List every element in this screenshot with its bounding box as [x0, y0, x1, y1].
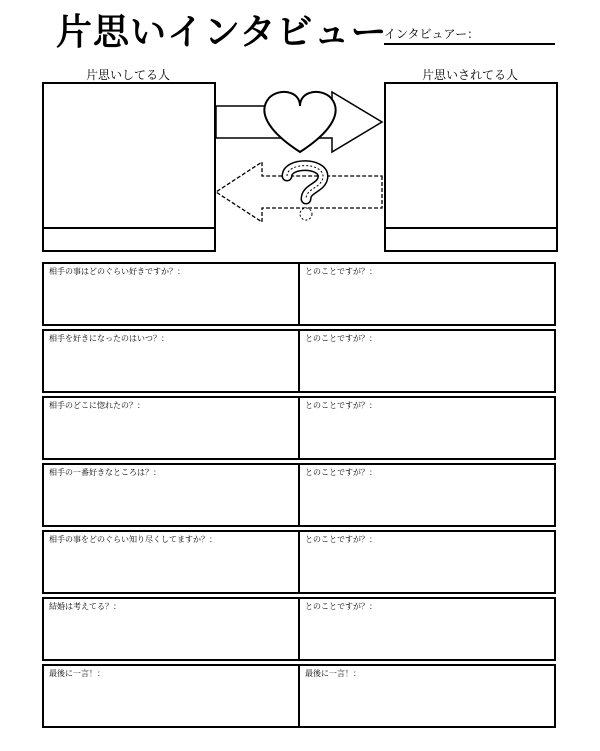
question-label: 相手の事はどのぐらい好きですか？： — [49, 267, 185, 276]
question-label: 相手の事をどのぐらい知り尽くしてますか？： — [49, 535, 217, 544]
interviewer-label: インタビュアー： — [384, 27, 480, 41]
answer-box[interactable] — [44, 666, 300, 726]
question-row-2 — [42, 329, 556, 393]
answer-box[interactable] — [44, 532, 300, 592]
question-row-5 — [42, 530, 556, 594]
followup-label: とのことですが？： — [305, 535, 377, 544]
page-title: 片思いインタビュー — [56, 12, 388, 53]
left-person-label: 片思いしてる人 — [85, 68, 170, 82]
question-mark-icon — [287, 166, 323, 220]
answer-box[interactable] — [44, 398, 300, 458]
left-person-name-field[interactable] — [44, 227, 214, 250]
answer-box[interactable] — [44, 264, 300, 324]
followup-box[interactable] — [300, 398, 554, 458]
question-row-4 — [42, 463, 556, 527]
right-person-label: 片思いされてる人 — [421, 68, 518, 82]
arrows-diagram — [214, 84, 386, 226]
interviewer-field[interactable] — [384, 26, 555, 45]
question-row-3 — [42, 396, 556, 460]
heart-icon — [264, 92, 335, 152]
question-row-1 — [42, 262, 556, 326]
right-person-box[interactable] — [384, 82, 558, 252]
answer-box[interactable] — [44, 331, 300, 391]
followup-label: とのことですが？： — [305, 267, 377, 276]
question-label: 相手の一番好きなところは？： — [49, 468, 161, 477]
question-label: 結婚は考えてる？： — [49, 602, 121, 611]
question-label: 最後に一言！： — [49, 669, 105, 678]
answer-box[interactable] — [44, 599, 300, 659]
left-person-box[interactable] — [42, 82, 216, 252]
question-row-6 — [42, 597, 556, 661]
answer-box[interactable] — [44, 465, 300, 525]
followup-label: 最後に一言！： — [305, 669, 361, 678]
right-person-name-field[interactable] — [386, 227, 556, 250]
followup-box[interactable] — [300, 264, 554, 324]
followup-box[interactable] — [300, 465, 554, 525]
followup-box[interactable] — [300, 331, 554, 391]
followup-label: とのことですが？： — [305, 468, 377, 477]
followup-box[interactable] — [300, 532, 554, 592]
followup-label: とのことですが？： — [305, 334, 377, 343]
followup-box[interactable] — [300, 599, 554, 659]
followup-label: とのことですが？： — [305, 602, 377, 611]
followup-box[interactable] — [300, 666, 554, 726]
question-row-7 — [42, 664, 556, 728]
followup-label: とのことですが？： — [305, 401, 377, 410]
question-label: 相手のどこに惚れたの？： — [49, 401, 145, 410]
question-label: 相手を好きになったのはいつ？： — [49, 334, 169, 343]
